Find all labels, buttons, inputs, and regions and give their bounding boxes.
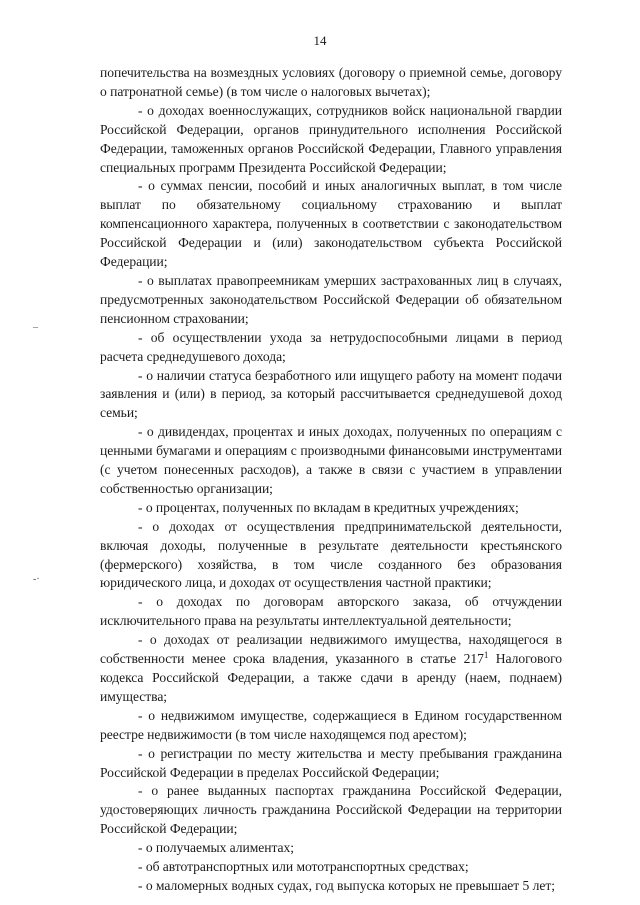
paragraph: попечительства на возмездных условиях (договору о приемной семье, договору о патронатной семье) (в том числе о налоговых вычетах); [100,65,562,99]
paragraph: - о недвижимом имуществе, содержащиеся в Едином государственном реестре недвижимости (в том числе находящемся под арестом); [100,707,562,742]
paragraph: - о наличии статуса безработного или ищущего работу на момент подачи заявления и (или) в период, за который рассчитывается среднедушевой доход семьи; [100,367,562,421]
paragraph: - об осуществлении ухода за нетрудоспособными лицами в период расчета среднедушевого дохода; [100,329,562,364]
paragraph: - о процентах, полученных по вкладам в кредитных учреждениях; [138,499,519,515]
paragraph: - о суммах пенсии, пособий и иных аналогичных выплат, в том числе выплат по обязательному социальному страхованию и выплат компенсационного характера, полученных в соответствии с законодательством Российской Федерации и (или) законодательством субъекта Российской Федерации; [100,178,562,270]
margin-mark: -· [33,574,40,585]
paragraph [100,631,562,707]
paragraph: - о выплатах правопреемникам умерших застрахованных лиц в случаях, предусмотренных законодательством Российской Федерации об обязательном пенсионном страховании; [100,272,562,326]
paragraph: - о регистрации по месту жительства и месту пребывания гражданина Российской Федерации в пределах Российской Федерации; [100,745,562,780]
paragraph-text: - о доходах от реализации недвижимого имущества, находящегося в собственности менее срока владения, указанного в статье 217 [100,632,562,667]
paragraph: - о доходах военнослужащих, сотрудников войск национальной гвардии Российской Федерации, органов принудительного исполнения Российской Федерации, таможенных органов Российской Федерации, Главного управления специальных программ Президента Российской Федерации; [100,102,562,175]
page-number: 14 [313,33,327,48]
paragraph: - о доходах от осуществления предпринимательской деятельности, включая доходы, полученные в результате деятельности крестьянского (фермерского) хозяйства, в том числе созданного без образования юридического лица, и доходах от осуществления частной практики; [100,518,562,591]
margin-mark: – [33,322,38,333]
paragraph: - о доходах по договорам авторского заказа, об отчуждении исключительного права на результаты интеллектуальной деятельности; [100,594,562,629]
paragraph: - об автотранспортных или мототранспортных средствах; [138,859,469,875]
paragraph: - о ранее выданных паспортах гражданина Российской Федерации, удостоверяющих личность гражданина Российской Федерации на территории Российской Федерации; [100,783,562,837]
superscript: 1 [483,650,489,661]
paragraph-text: Налогового кодекса Российской Федерации, а также сдачи в аренду (наем, поднаем) имущества; [100,651,562,704]
document-body [100,64,562,896]
paragraph: - о получаемых алиментах; [138,840,295,856]
paragraph: - о дивидендах, процентах и иных доходах, полученных по операциям с ценными бумагами и операциям с производными финансовыми инструментами (с учетом понесенных расходов), а также в связи с участием в управлении собственностью организации; [100,424,562,496]
paragraph: - о маломерных водных судах, год выпуска которых не превышает 5 лет; [138,877,555,893]
